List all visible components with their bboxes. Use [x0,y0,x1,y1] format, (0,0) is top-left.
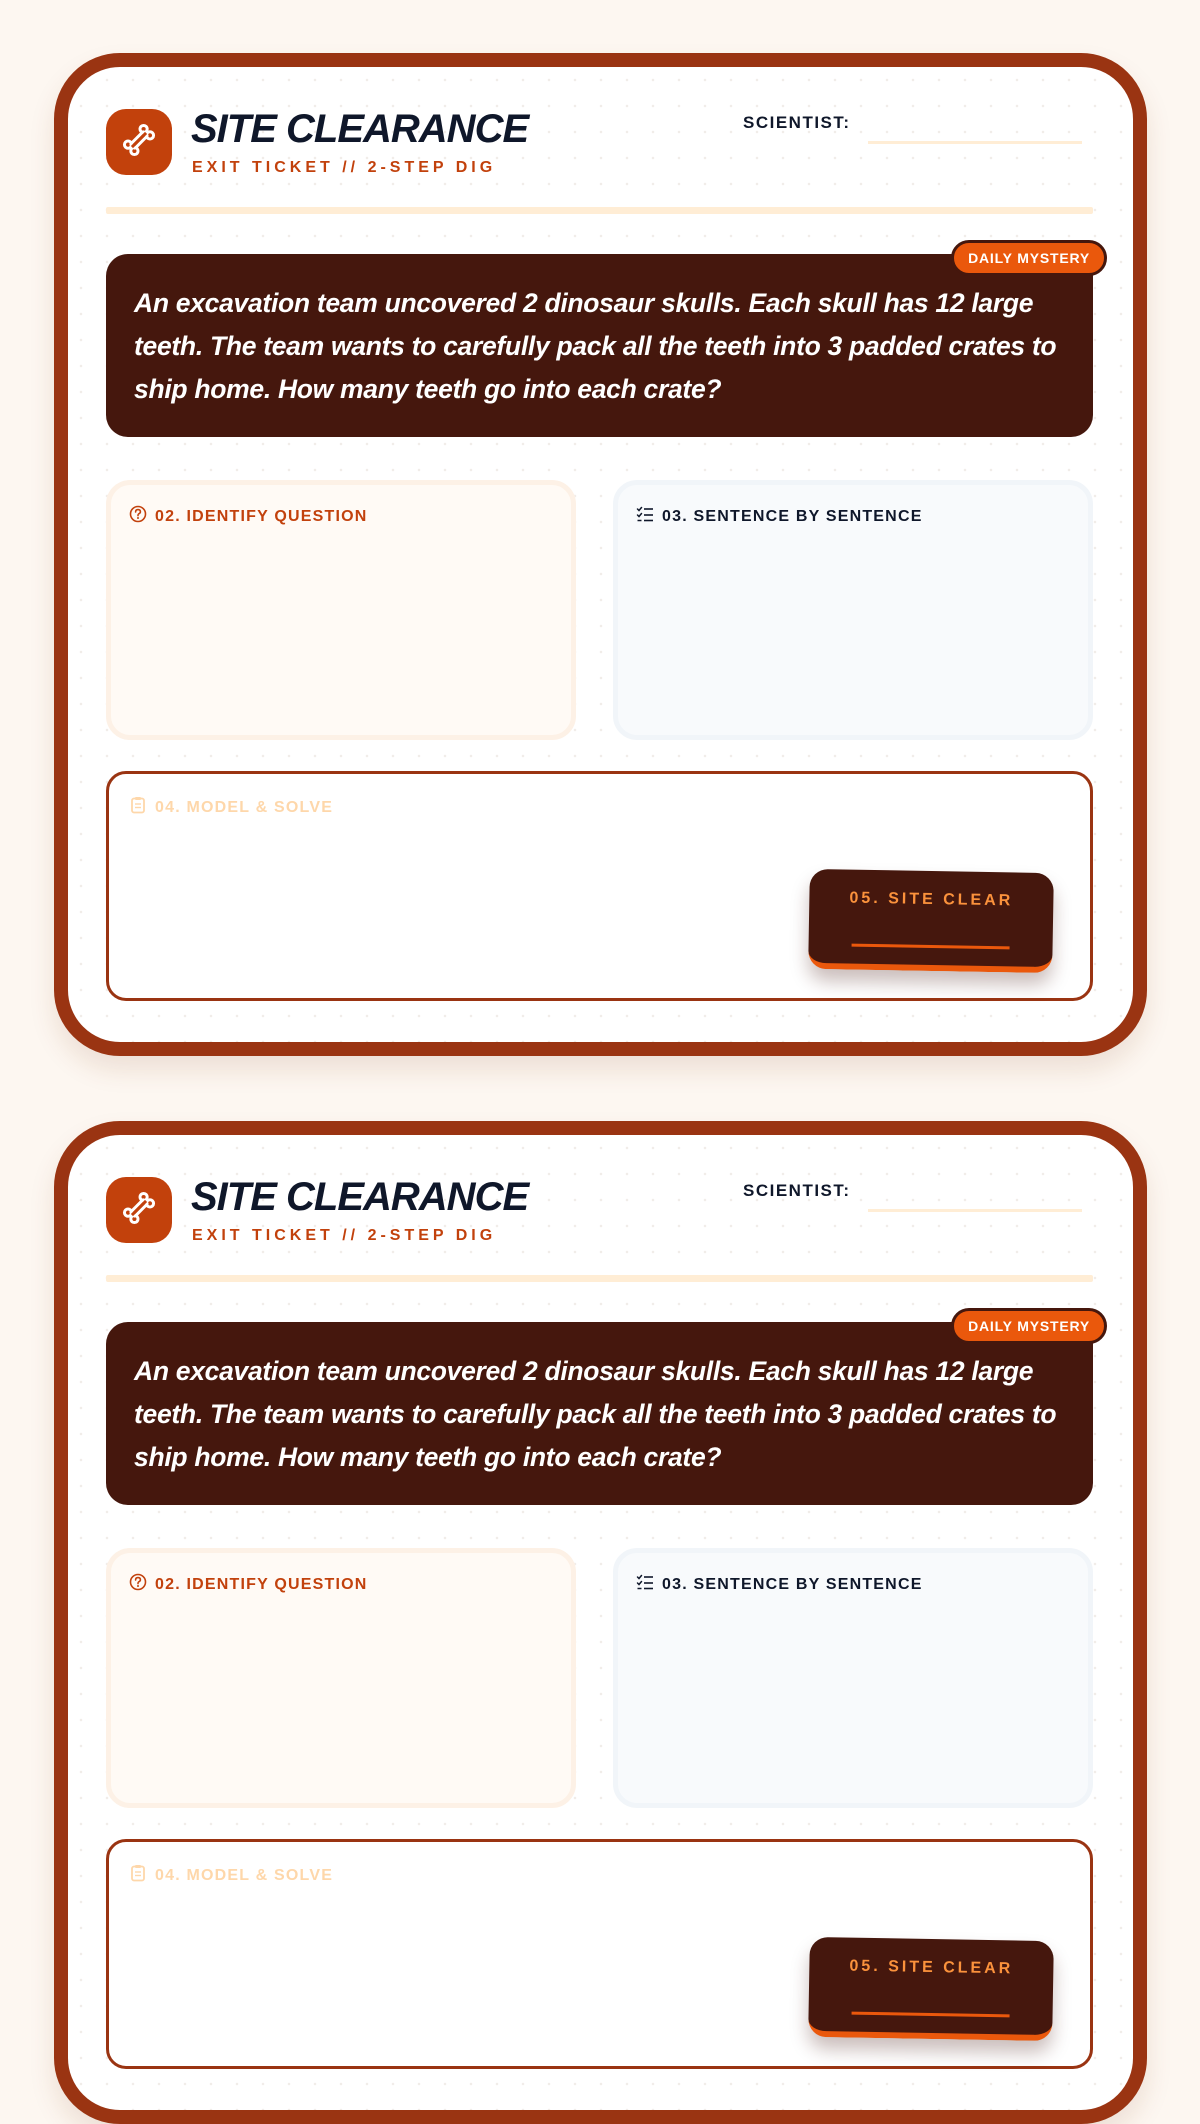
ticket-subtitle: EXIT TICKET // 2-STEP DIG [192,1227,497,1244]
question-circle-icon [129,1573,147,1596]
site-clear-answer-field[interactable] [852,2012,1010,2018]
scientist-name-field[interactable] [868,1209,1082,1212]
header-divider [106,1275,1093,1282]
scientist-label: SCIENTIST: [743,113,851,132]
ticket-subtitle: EXIT TICKET // 2-STEP DIG [192,159,497,176]
model-and-solve-header [129,796,333,819]
identify-question-header [129,505,368,528]
daily-mystery-box [106,1318,1093,1505]
model-and-solve-label: 04. MODEL & SOLVE [155,798,334,816]
scientist-label: SCIENTIST: [743,1181,851,1200]
daily-mystery-box [106,250,1093,437]
checklist-icon [636,1573,654,1596]
site-clear-answer-field[interactable] [852,944,1010,950]
question-circle-icon [129,505,147,528]
checklist-icon [636,505,654,528]
problem-text: An excavation team uncovered 2 dinosaur skulls. Each skull has 12 large teeth. The team wants to carefully pack all the teeth into 3 padded crates to ship home. How many teeth go into each crate? [134,1356,1057,1472]
ticket-title: SITE CLEARANCE [191,107,529,151]
sentence-by-sentence-header [636,505,923,528]
model-and-solve-label: 04. MODEL & SOLVE [155,1866,334,1884]
model-and-solve-panel[interactable] [106,1839,1093,2069]
problem-text: An excavation team uncovered 2 dinosaur skulls. Each skull has 12 large teeth. The team wants to carefully pack all the teeth into 3 padded crates to ship home. How many teeth go into each crate? [134,288,1057,404]
scientist-name-field[interactable] [868,141,1082,144]
exit-ticket-card [54,53,1147,1056]
daily-mystery-badge: DAILY MYSTERY [951,1308,1107,1344]
bone-icon [119,120,159,165]
site-clear-box [808,869,1054,973]
sentence-by-sentence-header [636,1573,923,1596]
model-and-solve-header [129,1864,333,1887]
header-divider [106,207,1093,214]
exit-ticket-card [54,1121,1147,2124]
model-and-solve-panel[interactable] [106,771,1093,1001]
sentence-by-sentence-label: 03. SENTENCE BY SENTENCE [662,1575,923,1593]
logo-badge [106,1177,172,1243]
site-clear-label: 05. SITE CLEAR [849,889,1014,910]
identify-question-header [129,1573,368,1596]
identify-question-label: 02. IDENTIFY QUESTION [155,1575,368,1593]
site-clear-box [808,1937,1054,2041]
ticket-title: SITE CLEARANCE [191,1175,529,1219]
sentence-by-sentence-panel[interactable] [613,1548,1093,1808]
sentence-by-sentence-panel[interactable] [613,480,1093,740]
logo-badge [106,109,172,175]
sentence-by-sentence-label: 03. SENTENCE BY SENTENCE [662,507,923,525]
site-clear-label: 05. SITE CLEAR [849,1957,1014,1978]
identify-question-panel[interactable] [106,1548,576,1808]
daily-mystery-badge: DAILY MYSTERY [951,240,1107,276]
clipboard-icon [129,1864,147,1887]
clipboard-icon [129,796,147,819]
bone-icon [119,1188,159,1233]
identify-question-label: 02. IDENTIFY QUESTION [155,507,368,525]
identify-question-panel[interactable] [106,480,576,740]
